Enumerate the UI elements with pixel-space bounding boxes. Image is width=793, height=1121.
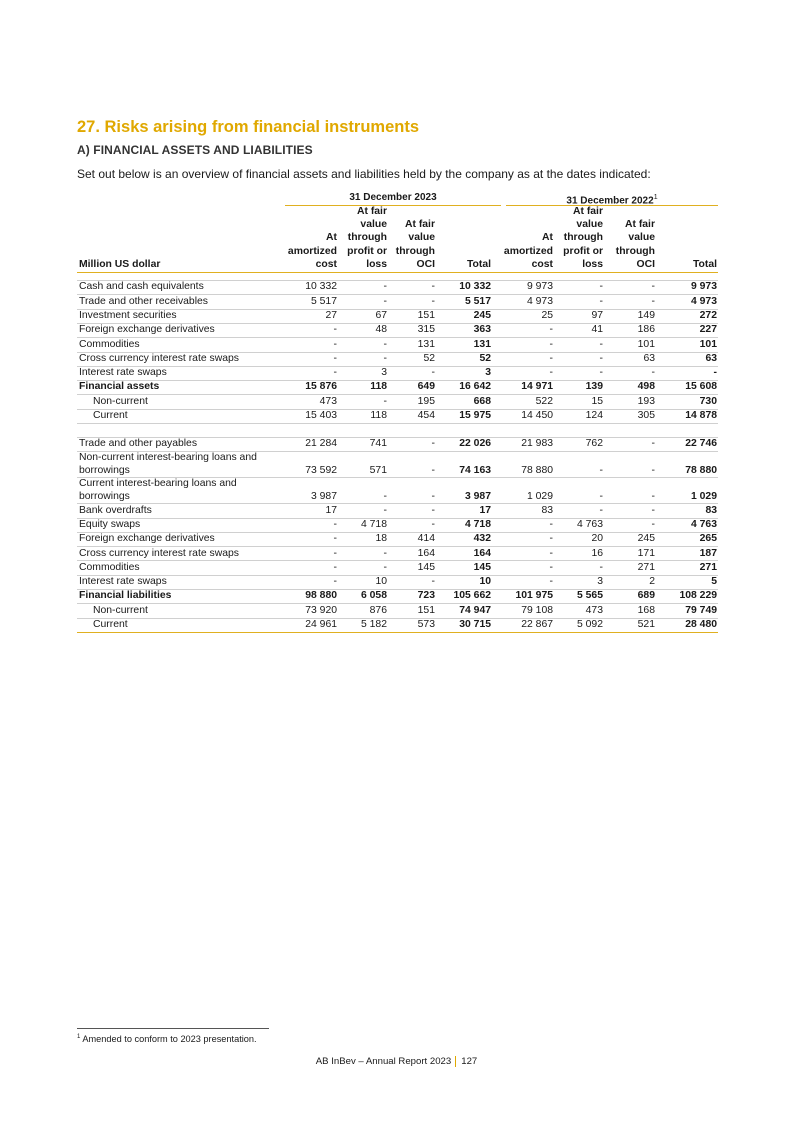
table-cell: 521 <box>604 618 656 632</box>
spacer-row <box>77 423 718 437</box>
column-header-line: At fair <box>572 206 603 217</box>
column-header-line: value <box>576 219 603 231</box>
footnote-ref: 1 <box>653 194 658 201</box>
table-cell: - <box>283 518 338 532</box>
table-cell: 16 <box>554 547 604 561</box>
column-header-line: value <box>408 232 435 244</box>
table-cell: 79 749 <box>656 604 718 618</box>
table-cell: 164 <box>388 547 436 561</box>
table-cell: 272 <box>656 309 718 323</box>
table-cell: 363 <box>436 323 492 337</box>
footer-separator <box>455 1056 456 1067</box>
table-cell: 24 961 <box>283 618 338 632</box>
column-header <box>604 205 656 273</box>
table-cell: 14 971 <box>492 381 554 395</box>
table-cell: 101 <box>604 338 656 352</box>
table-header-row <box>77 205 718 273</box>
table-cell: 20 <box>554 532 604 546</box>
table-cell: 473 <box>283 395 338 409</box>
column-header <box>388 205 436 273</box>
table-cell: 3 <box>436 366 492 380</box>
table-cell: 74 163 <box>436 452 492 478</box>
table-row <box>77 295 718 309</box>
page-number: 127 <box>461 1056 478 1068</box>
table-cell: - <box>554 452 604 478</box>
column-header-line: through <box>395 245 435 257</box>
table-cell: 195 <box>388 395 436 409</box>
table-cell: - <box>283 338 338 352</box>
table-cell: - <box>492 518 554 532</box>
column-header-line: cost <box>315 258 337 270</box>
table-cell: 3 987 <box>436 478 492 504</box>
column-header-label: Million US dollar <box>77 205 283 273</box>
column-header-line: At fair <box>404 219 435 231</box>
column-header-line: through <box>615 245 655 257</box>
table-cell: 15 975 <box>436 409 492 423</box>
table-cell: 305 <box>604 409 656 423</box>
table-cell: - <box>338 395 388 409</box>
table-cell: 164 <box>436 547 492 561</box>
intro-paragraph: Set out below is an overview of financial assets and liabilities held by the company as at the dates indicated: <box>77 167 651 181</box>
table-cell: 101 <box>656 338 718 352</box>
table-cell: 151 <box>388 604 436 618</box>
column-header-line: amortized <box>287 245 337 257</box>
table-cell: 271 <box>656 561 718 575</box>
table-cell: 63 <box>656 352 718 366</box>
table-cell: - <box>283 366 338 380</box>
table-cell: 73 920 <box>283 604 338 618</box>
row-label: Trade and other receivables <box>77 295 283 309</box>
table-cell: - <box>388 366 436 380</box>
table-row <box>77 281 718 295</box>
table-cell: 16 642 <box>436 381 492 395</box>
table-cell: 48 <box>338 323 388 337</box>
table-cell: 4 763 <box>554 518 604 532</box>
table-cell: - <box>554 478 604 504</box>
table-cell: 52 <box>388 352 436 366</box>
table-cell: 432 <box>436 532 492 546</box>
table-cell: - <box>283 561 338 575</box>
table-cell: - <box>554 504 604 518</box>
table-cell: 414 <box>388 532 436 546</box>
table-cell: 22 867 <box>492 618 554 632</box>
table-cell: 22 746 <box>656 437 718 451</box>
table-row <box>77 395 718 409</box>
row-label: Cross currency interest rate swaps <box>77 352 283 366</box>
table-cell: 131 <box>436 338 492 352</box>
table-cell: 762 <box>554 437 604 451</box>
table-cell: 97 <box>554 309 604 323</box>
table-cell: 3 987 <box>283 478 338 504</box>
row-label: Investment securities <box>77 309 283 323</box>
table-cell: 78 880 <box>656 452 718 478</box>
table-cell: - <box>338 547 388 561</box>
table-cell: - <box>554 352 604 366</box>
table-cell: 105 662 <box>436 590 492 604</box>
spacer-row <box>77 273 718 281</box>
footnote <box>77 1034 257 1044</box>
table-cell: 118 <box>338 409 388 423</box>
table-cell: 1 029 <box>656 478 718 504</box>
row-label: Bank overdrafts <box>77 504 283 518</box>
footnote-marker: 1 <box>77 1034 81 1040</box>
period-header-2023 <box>285 192 501 206</box>
table-cell: 73 592 <box>283 452 338 478</box>
table-cell: 30 715 <box>436 618 492 632</box>
table-row <box>77 323 718 337</box>
column-header-line: At fair <box>624 219 655 231</box>
table-cell: 18 <box>338 532 388 546</box>
table-cell: 10 332 <box>436 281 492 295</box>
table-cell: 187 <box>656 547 718 561</box>
table-cell: - <box>338 504 388 518</box>
column-header-line: through <box>563 232 603 244</box>
table-row <box>77 309 718 323</box>
table-cell: - <box>388 295 436 309</box>
table-cell: - <box>492 575 554 589</box>
table-cell: 171 <box>604 547 656 561</box>
table-cell: - <box>388 437 436 451</box>
row-label: Non-current <box>77 395 283 409</box>
column-header-line: amortized <box>503 245 553 257</box>
table-cell: 5 517 <box>283 295 338 309</box>
table-cell: - <box>604 478 656 504</box>
table-row <box>77 547 718 561</box>
row-label: Trade and other payables <box>77 437 283 451</box>
table-row <box>77 561 718 575</box>
table-cell: 83 <box>492 504 554 518</box>
table-row <box>77 604 718 618</box>
table-cell: 151 <box>388 309 436 323</box>
table-cell: 245 <box>604 532 656 546</box>
table-cell: 186 <box>604 323 656 337</box>
table-cell: 245 <box>436 309 492 323</box>
table-cell: 17 <box>436 504 492 518</box>
page-footer <box>0 1056 793 1067</box>
row-label: Financial assets <box>77 381 283 395</box>
table-cell: - <box>283 575 338 589</box>
table-cell: - <box>338 478 388 504</box>
table-cell: 21 983 <box>492 437 554 451</box>
table-cell: 9 973 <box>492 281 554 295</box>
table-cell: 168 <box>604 604 656 618</box>
table-cell: 22 026 <box>436 437 492 451</box>
table-row <box>77 575 718 589</box>
row-label: Cash and cash equivalents <box>77 281 283 295</box>
table-cell: 571 <box>338 452 388 478</box>
column-header-line: value <box>360 219 387 231</box>
row-label: Non-current interest-bearing loans and borrowings <box>77 452 283 478</box>
column-header: Total <box>436 205 492 273</box>
table-cell: 145 <box>388 561 436 575</box>
table-cell: - <box>656 366 718 380</box>
table-cell: 27 <box>283 309 338 323</box>
table-row <box>77 478 718 504</box>
table-cell: 4 763 <box>656 518 718 532</box>
table-cell: 52 <box>436 352 492 366</box>
table-cell: 3 <box>338 366 388 380</box>
table-cell: 876 <box>338 604 388 618</box>
column-header-line: profit or <box>347 245 387 257</box>
table-cell: - <box>283 532 338 546</box>
table-cell: 2 <box>604 575 656 589</box>
table-cell: - <box>604 295 656 309</box>
table-cell: 14 450 <box>492 409 554 423</box>
table-cell: - <box>283 352 338 366</box>
column-header-line: value <box>628 232 655 244</box>
table-cell: - <box>604 518 656 532</box>
table-cell: - <box>604 281 656 295</box>
column-header <box>283 205 338 273</box>
table-cell: 21 284 <box>283 437 338 451</box>
table-cell: - <box>492 532 554 546</box>
column-header-line: through <box>347 232 387 244</box>
table-cell: 78 880 <box>492 452 554 478</box>
table-cell: 131 <box>388 338 436 352</box>
table-row <box>77 452 718 478</box>
table-cell: 193 <box>604 395 656 409</box>
table-body <box>77 273 718 633</box>
table-cell: 498 <box>604 381 656 395</box>
row-label: Current <box>77 409 283 423</box>
table-cell: 522 <box>492 395 554 409</box>
table-row <box>77 409 718 423</box>
table-cell: - <box>554 366 604 380</box>
table-cell: - <box>554 338 604 352</box>
period-label-2022: 31 December 2022 <box>566 195 654 207</box>
table-cell: - <box>492 561 554 575</box>
column-header <box>492 205 554 273</box>
table-cell: 15 <box>554 395 604 409</box>
column-header <box>338 205 388 273</box>
table-row <box>77 518 718 532</box>
table-row <box>77 437 718 451</box>
table-cell: 139 <box>554 381 604 395</box>
page-title: 27. Risks arising from financial instruments <box>77 118 420 136</box>
table-cell: - <box>492 323 554 337</box>
table-cell: 227 <box>656 323 718 337</box>
table-cell: - <box>554 281 604 295</box>
column-header-line: profit or <box>563 245 603 257</box>
table-cell: 1 029 <box>492 478 554 504</box>
column-header-line: OCI <box>636 258 655 270</box>
column-header-line: loss <box>366 258 387 270</box>
table-cell: 118 <box>338 381 388 395</box>
table-cell: - <box>492 366 554 380</box>
row-label: Financial liabilities <box>77 590 283 604</box>
table-cell: 573 <box>388 618 436 632</box>
footnote-text: Amended to conform to 2023 presentation. <box>82 1034 257 1045</box>
table-cell: - <box>388 281 436 295</box>
row-label: Current interest-bearing loans and borrowings <box>77 478 283 504</box>
table-cell: - <box>604 452 656 478</box>
report-name: AB InBev – Annual Report 2023 <box>315 1056 452 1068</box>
table-cell: 10 332 <box>283 281 338 295</box>
table-row <box>77 504 718 518</box>
table-cell: 28 480 <box>656 618 718 632</box>
table-cell: 741 <box>338 437 388 451</box>
table-row <box>77 618 718 632</box>
table-cell: - <box>604 504 656 518</box>
row-label: Commodities <box>77 338 283 352</box>
table-cell: 15 403 <box>283 409 338 423</box>
table-cell: 15 608 <box>656 381 718 395</box>
table-cell: 3 <box>554 575 604 589</box>
table-cell: 315 <box>388 323 436 337</box>
table-cell: 271 <box>604 561 656 575</box>
row-label: Current <box>77 618 283 632</box>
table-cell: - <box>388 518 436 532</box>
table-cell: - <box>283 323 338 337</box>
table-cell: 5 565 <box>554 590 604 604</box>
table-cell: - <box>338 338 388 352</box>
table-cell: 5 <box>656 575 718 589</box>
table-cell: - <box>604 366 656 380</box>
table-cell: - <box>338 561 388 575</box>
table-cell: - <box>604 437 656 451</box>
table-cell: 4 973 <box>656 295 718 309</box>
table-cell: 6 058 <box>338 590 388 604</box>
column-header-line: At <box>326 232 337 244</box>
column-header-line: OCI <box>416 258 435 270</box>
table-cell: 5 182 <box>338 618 388 632</box>
period-header-2022 <box>506 192 718 206</box>
column-header <box>554 205 604 273</box>
row-label: Equity swaps <box>77 518 283 532</box>
table-cell: - <box>554 295 604 309</box>
row-label: Cross currency interest rate swaps <box>77 547 283 561</box>
table-row <box>77 590 718 604</box>
table-cell: 10 <box>338 575 388 589</box>
row-label: Non-current <box>77 604 283 618</box>
table-row <box>77 352 718 366</box>
table-cell: 14 878 <box>656 409 718 423</box>
row-label: Interest rate swaps <box>77 366 283 380</box>
table-cell: 5 092 <box>554 618 604 632</box>
table-cell: - <box>492 352 554 366</box>
table-cell: 79 108 <box>492 604 554 618</box>
table-cell: 473 <box>554 604 604 618</box>
table-row <box>77 338 718 352</box>
row-label: Foreign exchange derivatives <box>77 323 283 337</box>
table-cell: 145 <box>436 561 492 575</box>
table-cell: 723 <box>388 590 436 604</box>
table-cell: 149 <box>604 309 656 323</box>
column-header-line: cost <box>531 258 553 270</box>
table-cell: 83 <box>656 504 718 518</box>
table-cell: - <box>338 281 388 295</box>
footnote-divider <box>77 1028 269 1029</box>
table-cell: 25 <box>492 309 554 323</box>
table-cell: 668 <box>436 395 492 409</box>
table-cell: 9 973 <box>656 281 718 295</box>
table-cell: - <box>338 295 388 309</box>
table-cell: 108 229 <box>656 590 718 604</box>
table-cell: 454 <box>388 409 436 423</box>
table-cell: 101 975 <box>492 590 554 604</box>
row-label: Commodities <box>77 561 283 575</box>
table-cell: 15 876 <box>283 381 338 395</box>
column-header-line: loss <box>582 258 603 270</box>
column-header-line: At <box>542 232 553 244</box>
table-row <box>77 532 718 546</box>
table-cell: 4 718 <box>436 518 492 532</box>
table-cell: - <box>388 452 436 478</box>
table-cell: 649 <box>388 381 436 395</box>
column-header: Total <box>656 205 718 273</box>
table-cell: - <box>388 504 436 518</box>
table-cell: - <box>388 478 436 504</box>
table-cell: 17 <box>283 504 338 518</box>
table-cell: 74 947 <box>436 604 492 618</box>
column-header-line: At fair <box>356 206 387 217</box>
table-cell: 124 <box>554 409 604 423</box>
table-cell: - <box>492 547 554 561</box>
table-cell: - <box>283 547 338 561</box>
period-label-2023: 31 December 2023 <box>349 192 437 203</box>
table-cell: 4 718 <box>338 518 388 532</box>
row-label: Foreign exchange derivatives <box>77 532 283 546</box>
table-cell: - <box>388 575 436 589</box>
table-cell: 689 <box>604 590 656 604</box>
table-cell: - <box>554 561 604 575</box>
table-row <box>77 381 718 395</box>
section-heading: A) FINANCIAL ASSETS AND LIABILITIES <box>77 143 313 157</box>
table-cell: 63 <box>604 352 656 366</box>
table-cell: 4 973 <box>492 295 554 309</box>
table-cell: 10 <box>436 575 492 589</box>
table-row <box>77 366 718 380</box>
table-cell: 98 880 <box>283 590 338 604</box>
table-cell: 265 <box>656 532 718 546</box>
table-cell: 67 <box>338 309 388 323</box>
row-label: Interest rate swaps <box>77 575 283 589</box>
financial-instruments-table <box>77 205 718 633</box>
table-cell: - <box>338 352 388 366</box>
table-cell: 730 <box>656 395 718 409</box>
table-cell: 41 <box>554 323 604 337</box>
table-cell: 5 517 <box>436 295 492 309</box>
table-cell: - <box>492 338 554 352</box>
